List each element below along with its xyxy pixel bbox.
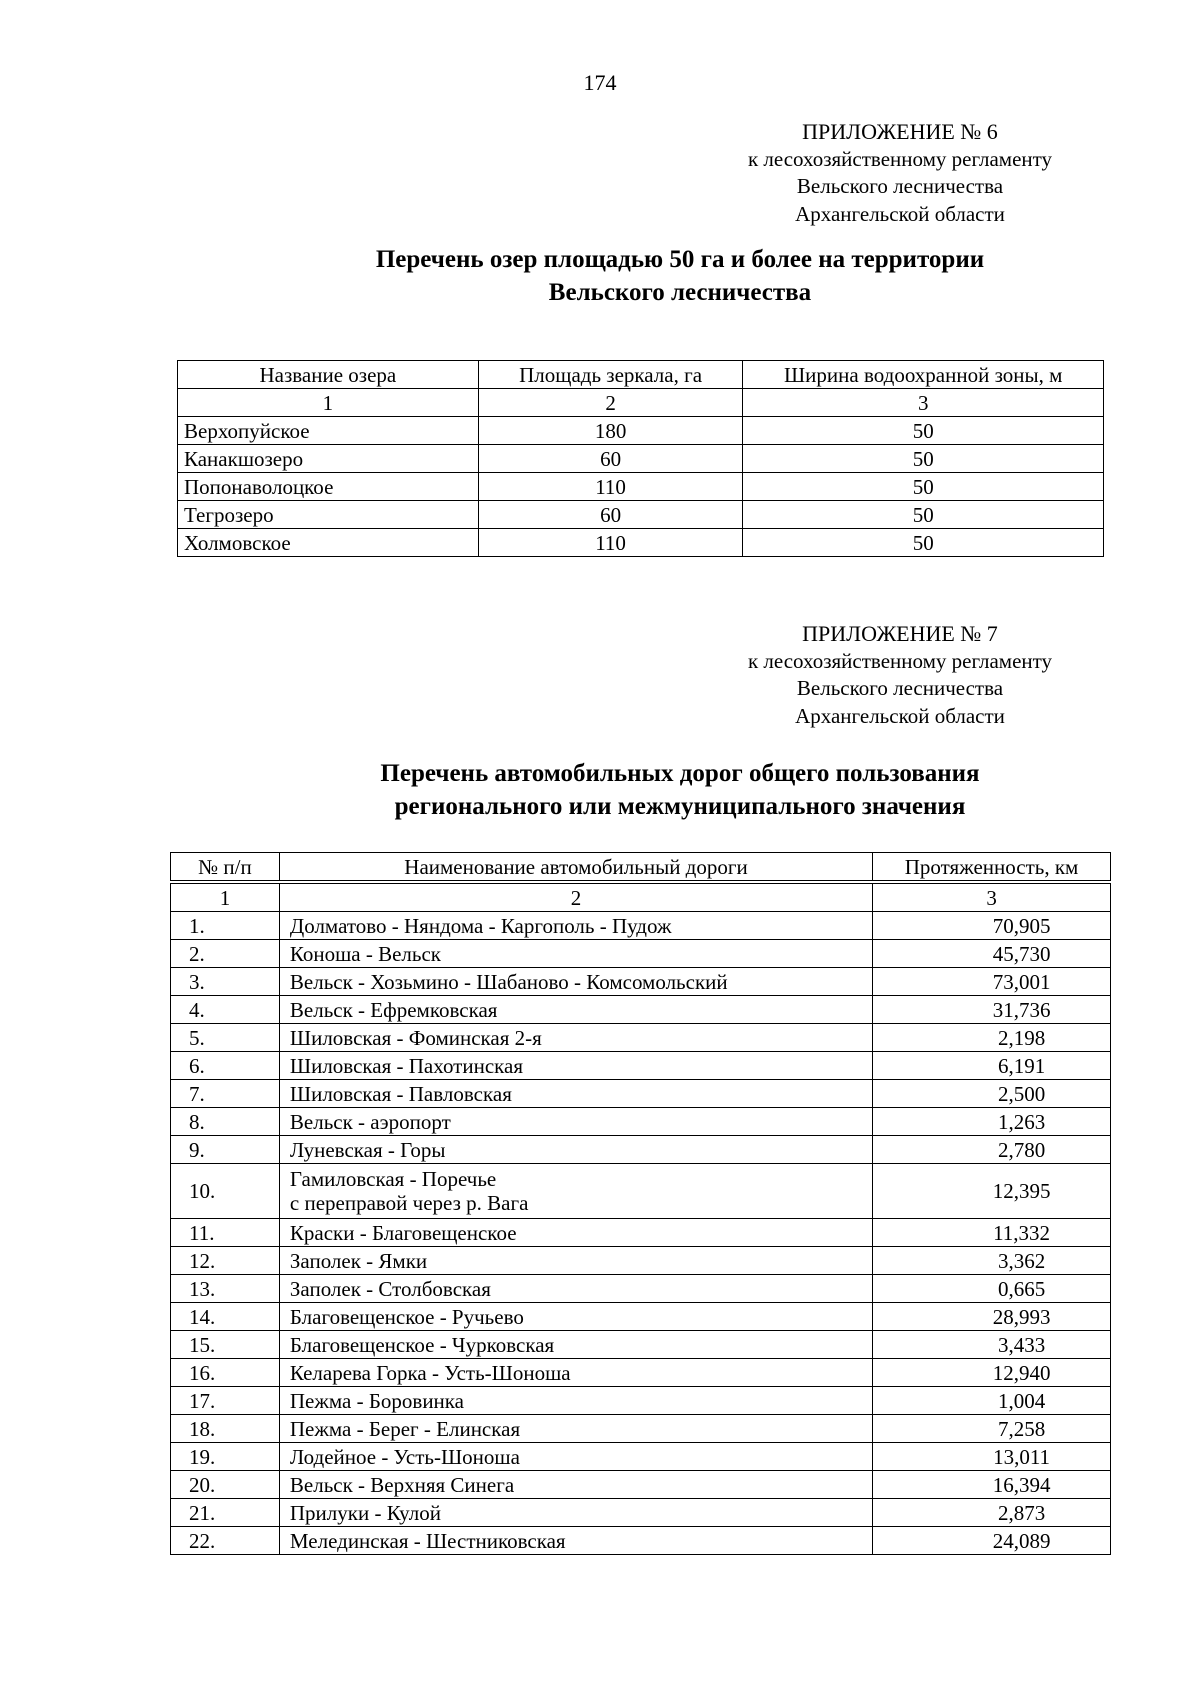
- road-length: 7,258: [873, 1415, 1111, 1443]
- appendix-6-line: Вельского лесничества: [796, 174, 1004, 198]
- page-number: 174: [583, 70, 617, 95]
- column-header: Ширина водоохранной зоны, м: [743, 361, 1104, 389]
- table-row: [178, 445, 1104, 473]
- road-number: 4.: [171, 996, 280, 1024]
- road-name: Вельск - Хозьмино - Шабаново - Комсомольский: [279, 968, 872, 996]
- lake-area: 110: [478, 473, 743, 501]
- table-row: [171, 1108, 1111, 1136]
- column-number-row: [171, 882, 1111, 912]
- road-number: 8.: [171, 1108, 280, 1136]
- appendix-6-title: ПРИЛОЖЕНИЕ № 6: [802, 119, 998, 144]
- road-number: 7.: [171, 1080, 280, 1108]
- table-row: [171, 1499, 1111, 1527]
- road-length: 2,500: [873, 1080, 1111, 1108]
- road-number: 9.: [171, 1136, 280, 1164]
- road-name: Шиловская - Фоминская 2-я: [279, 1024, 872, 1052]
- column-number: 2: [279, 882, 872, 912]
- table-row: [171, 1415, 1111, 1443]
- table-row: [171, 1443, 1111, 1471]
- road-name: Мелединская - Шестниковская: [279, 1527, 872, 1555]
- road-name: Долматово - Няндома - Каргополь - Пудож: [279, 912, 872, 940]
- table-row: [171, 996, 1111, 1024]
- road-name: Шиловская - Пахотинская: [279, 1052, 872, 1080]
- road-name: Вельск - Ефремковская: [279, 996, 872, 1024]
- road-name: Заполек - Ямки: [279, 1247, 872, 1275]
- road-name-line: с переправой через р. Вага: [289, 1191, 529, 1215]
- lake-name: Попонаволоцкое: [178, 473, 479, 501]
- column-number: 1: [171, 882, 280, 912]
- roads-heading: [0, 757, 1200, 823]
- column-header: Наименование автомобильный дороги: [279, 853, 872, 883]
- road-number: 16.: [171, 1359, 280, 1387]
- road-name: Шиловская - Павловская: [279, 1080, 872, 1108]
- table-row: [178, 501, 1104, 529]
- lake-name: Тегрозеро: [178, 501, 479, 529]
- column-header: Протяженность, км: [873, 853, 1111, 883]
- lake-name: Канакшозеро: [178, 445, 479, 473]
- table-row: [171, 1359, 1111, 1387]
- roads-heading-line: регионального или межмуниципального значения: [394, 793, 966, 820]
- lake-area: 60: [478, 501, 743, 529]
- road-length: 12,940: [873, 1359, 1111, 1387]
- road-number: 5.: [171, 1024, 280, 1052]
- road-name: Прилуки - Кулой: [279, 1499, 872, 1527]
- road-name: Келарева Горка - Усть-Шоноша: [279, 1359, 872, 1387]
- table-row: [178, 529, 1104, 557]
- road-length: 31,736: [873, 996, 1111, 1024]
- road-number: 19.: [171, 1443, 280, 1471]
- column-header: Площадь зеркала, га: [478, 361, 743, 389]
- table-header-row: [171, 853, 1111, 883]
- appendix-6-line: к лесохозяйственному регламенту: [747, 146, 1053, 171]
- table-row: [171, 1247, 1111, 1275]
- table-row: [171, 1387, 1111, 1415]
- lake-area: 180: [478, 417, 743, 445]
- road-name: Пежма - Берег - Елинская: [279, 1415, 872, 1443]
- road-length: 6,191: [873, 1052, 1111, 1080]
- table-row: [171, 1275, 1111, 1303]
- appendix-7-header: [690, 620, 1110, 730]
- lakes-heading-line: Перечень озер площадью 50 га и более на территории: [375, 246, 985, 273]
- lake-zone-width: 50: [743, 445, 1104, 473]
- table-row: [178, 473, 1104, 501]
- road-length: 2,198: [873, 1024, 1111, 1052]
- road-length: 73,001: [873, 968, 1111, 996]
- road-name: Краски - Благовещенское: [279, 1219, 872, 1247]
- table-row: [171, 1024, 1111, 1052]
- road-length: 2,780: [873, 1136, 1111, 1164]
- road-number: 20.: [171, 1471, 280, 1499]
- lake-area: 60: [478, 445, 743, 473]
- table-row: [178, 417, 1104, 445]
- road-length: 1,004: [873, 1387, 1111, 1415]
- road-name: Благовещенское - Ручьево: [279, 1303, 872, 1331]
- lake-zone-width: 50: [743, 417, 1104, 445]
- road-length: 3,362: [873, 1247, 1111, 1275]
- column-number-row: [178, 389, 1104, 417]
- road-number: 12.: [171, 1247, 280, 1275]
- road-length: 1,263: [873, 1108, 1111, 1136]
- road-name: Луневская - Горы: [279, 1136, 872, 1164]
- table-row: [171, 1471, 1111, 1499]
- road-length: 2,873: [873, 1499, 1111, 1527]
- road-number: 2.: [171, 940, 280, 968]
- road-number: 3.: [171, 968, 280, 996]
- table-row: [171, 1303, 1111, 1331]
- road-length: 28,993: [873, 1303, 1111, 1331]
- road-name: Пежма - Боровинка: [279, 1387, 872, 1415]
- appendix-7-title: ПРИЛОЖЕНИЕ № 7: [802, 621, 998, 646]
- road-number: 22.: [171, 1527, 280, 1555]
- column-header: Название озера: [178, 361, 479, 389]
- table-row: [171, 968, 1111, 996]
- road-length: 24,089: [873, 1527, 1111, 1555]
- road-name: Вельск - Верхняя Синега: [279, 1471, 872, 1499]
- table-row: [171, 1052, 1111, 1080]
- road-length: 12,395: [873, 1164, 1111, 1219]
- table-row: [171, 1080, 1111, 1108]
- road-length: 16,394: [873, 1471, 1111, 1499]
- road-length: 0,665: [873, 1275, 1111, 1303]
- appendix-7-line: Архангельской области: [795, 703, 1005, 728]
- table-row: [171, 1219, 1111, 1247]
- road-number: 1.: [171, 912, 280, 940]
- roads-table: [170, 852, 1111, 1555]
- road-name: [279, 1164, 872, 1219]
- road-number: 15.: [171, 1331, 280, 1359]
- road-number: 11.: [171, 1219, 280, 1247]
- appendix-7-line: к лесохозяйственному регламенту: [747, 648, 1053, 673]
- road-length: 45,730: [873, 940, 1111, 968]
- appendix-7-line: Вельского лесничества: [796, 676, 1004, 700]
- road-name: Благовещенское - Чурковская: [279, 1331, 872, 1359]
- lakes-table: [177, 360, 1104, 557]
- road-number: 10.: [171, 1164, 280, 1219]
- road-name: Вельск - аэропорт: [279, 1108, 872, 1136]
- column-header: № п/п: [171, 853, 280, 883]
- table-row: [171, 1527, 1111, 1555]
- road-length: 13,011: [873, 1443, 1111, 1471]
- road-number: 14.: [171, 1303, 280, 1331]
- lake-name: Холмовское: [178, 529, 479, 557]
- lake-zone-width: 50: [743, 501, 1104, 529]
- road-length: 11,332: [873, 1219, 1111, 1247]
- table-header-row: [178, 361, 1104, 389]
- lake-zone-width: 50: [743, 473, 1104, 501]
- appendix-6-header: [690, 118, 1110, 228]
- road-length: 3,433: [873, 1331, 1111, 1359]
- table-row: [171, 1164, 1111, 1219]
- road-number: 18.: [171, 1415, 280, 1443]
- table-row: [171, 1136, 1111, 1164]
- road-number: 21.: [171, 1499, 280, 1527]
- lakes-heading: [0, 243, 1200, 309]
- table-row: [171, 912, 1111, 940]
- table-row: [171, 1331, 1111, 1359]
- column-number: 1: [178, 389, 479, 417]
- road-length: 70,905: [873, 912, 1111, 940]
- road-number: 17.: [171, 1387, 280, 1415]
- road-name: Лодейное - Усть-Шоноша: [279, 1443, 872, 1471]
- road-number: 13.: [171, 1275, 280, 1303]
- column-number: 3: [873, 882, 1111, 912]
- table-row: [171, 940, 1111, 968]
- roads-heading-line: Перечень автомобильных дорог общего пользования: [380, 760, 980, 787]
- column-number: 2: [478, 389, 743, 417]
- lake-zone-width: 50: [743, 529, 1104, 557]
- lake-area: 110: [478, 529, 743, 557]
- lake-name: Верхопуйское: [178, 417, 479, 445]
- road-name: Заполек - Столбовская: [279, 1275, 872, 1303]
- appendix-6-line: Архангельской области: [795, 201, 1005, 226]
- column-number: 3: [743, 389, 1104, 417]
- road-name-line: Гамиловская - Поречье: [289, 1167, 497, 1191]
- road-name: Коноша - Вельск: [279, 940, 872, 968]
- road-number: 6.: [171, 1052, 280, 1080]
- lakes-heading-line: Вельского лесничества: [548, 279, 812, 306]
